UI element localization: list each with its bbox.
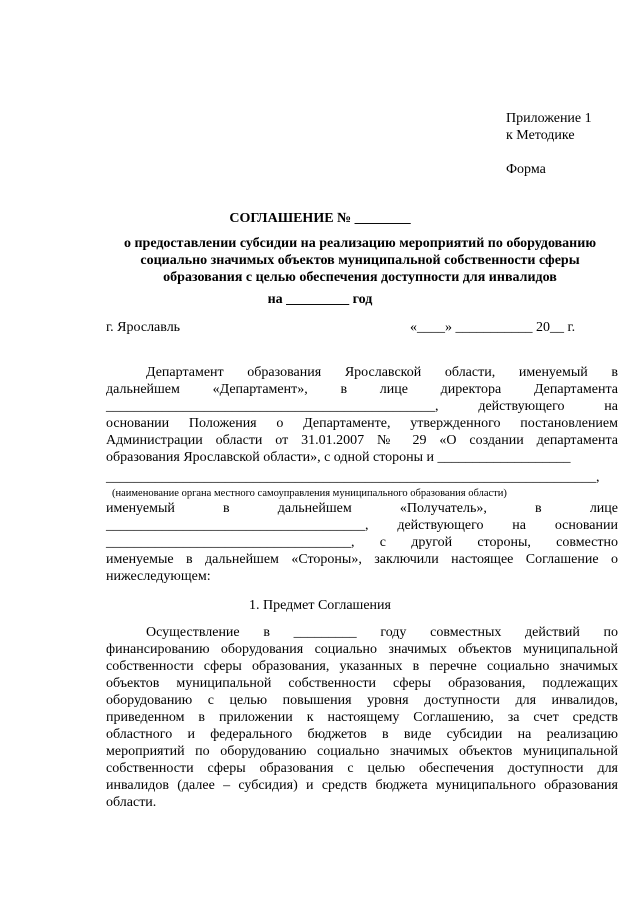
annex-label: Приложение 1 bbox=[506, 111, 592, 126]
section-line: собственности сферы образования с целью обеспечения доступности для bbox=[106, 761, 618, 776]
preamble-line: образования Ярославской области», с одной стороны и ___________________ bbox=[106, 450, 571, 465]
section-line: финансированию оборудования социально значимых объектов муниципальной bbox=[106, 642, 618, 657]
section-line: мероприятий по оборудованию социально значимых объектов муниципальной bbox=[106, 744, 618, 759]
date: «____» ___________ 20__ г. bbox=[410, 320, 576, 335]
section-line: оборудованию с целью повышения уровня доступности для инвалидов, bbox=[106, 693, 618, 708]
subtitle-line-3: образования с целью обеспечения доступности для инвалидов bbox=[163, 270, 557, 285]
section-line: объектов муниципальной собственности сферы образования, подлежащих bbox=[106, 676, 618, 691]
preamble-line: Администрации области от 31.01.2007 № 29 «О создании департамента bbox=[106, 433, 618, 448]
preamble-line: дальнейшем «Департамент», в лице директора Департамента bbox=[106, 382, 618, 397]
preamble-line: ___________________________________, с другой стороны, совместно bbox=[106, 535, 618, 550]
agreement-title: СОГЛАШЕНИЕ № ________ bbox=[229, 211, 411, 226]
section-heading: 1. Предмет Соглашения bbox=[249, 598, 391, 613]
section-line: собственности сферы образования, указанных в перечне социально значимых bbox=[106, 659, 618, 674]
form-label: Форма bbox=[506, 162, 546, 177]
section-line: области. bbox=[106, 795, 157, 810]
preamble-line: нижеследующем: bbox=[106, 569, 211, 584]
preamble-line: именуемые в дальнейшем «Стороны», заключили настоящее Соглашение о bbox=[106, 552, 618, 567]
subtitle-line-1: о предоставлении субсидии на реализацию мероприятий по оборудованию bbox=[123, 236, 597, 251]
preamble-line: _______________________________________________, действующего на bbox=[106, 399, 618, 414]
city: г. Ярославль bbox=[106, 320, 181, 335]
section-line: приведенном в приложении к настоящему Соглашению, за счет средств bbox=[106, 710, 618, 725]
method-label: к Методике bbox=[506, 128, 575, 143]
preamble-line: _____________________________________, действующего на основании bbox=[106, 518, 618, 533]
section-line: инвалидов (далее – субсидия) и средств бюджета муниципального образования bbox=[106, 778, 618, 793]
section-line: Осуществление в _________ году совместных действий по bbox=[146, 625, 618, 640]
preamble-line: основании Положения о Департаменте, утвержденного постановлением bbox=[106, 416, 618, 431]
preamble-line: ______________________________________________________________________, bbox=[106, 470, 600, 485]
agreement-year: на _________ год bbox=[267, 292, 373, 307]
preamble-line: Департамент образования Ярославской области, именуемый в bbox=[146, 365, 618, 380]
section-line: областного и федерального бюджетов в виде субсидии на реализацию bbox=[106, 727, 618, 742]
subtitle-line-2: социально значимых объектов муниципальной собственности сферы bbox=[140, 253, 580, 268]
authority-name-note: (наименование органа местного самоуправления муниципального образования области) bbox=[112, 488, 507, 499]
preamble-line: именуемый в дальнейшем «Получатель», в лице bbox=[106, 501, 618, 516]
